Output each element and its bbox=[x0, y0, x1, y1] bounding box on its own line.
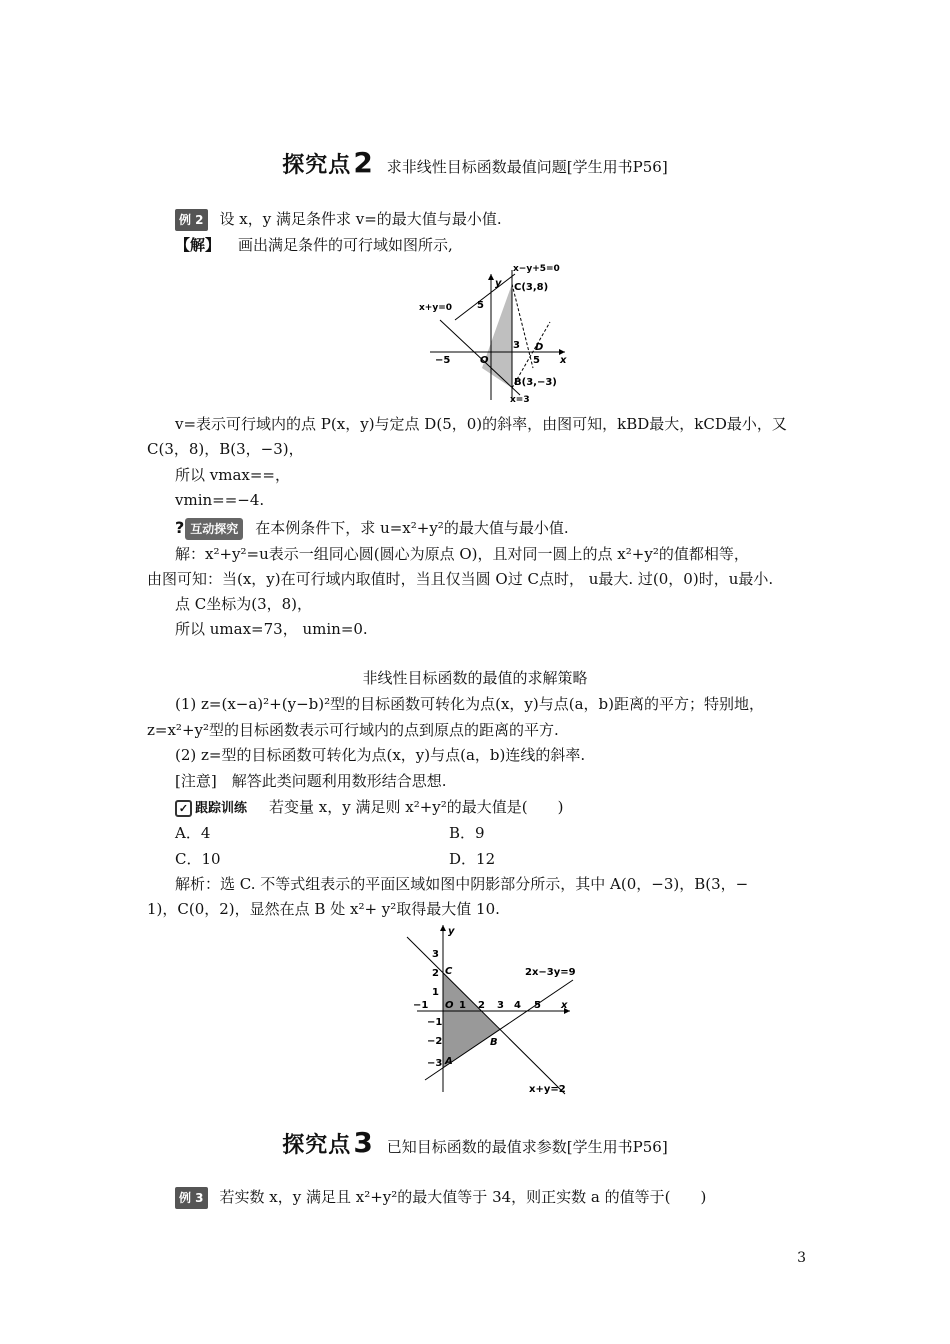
checkmark-icon: ✓ bbox=[175, 800, 192, 817]
example-3-question-text: 若实数 x，y 满足且 x²+y²的最大值等于 34，则正实数 a 的值等于( ) bbox=[219, 1188, 707, 1206]
x-tick: 3 bbox=[497, 1000, 504, 1011]
line-label-2: x+y=0 bbox=[419, 303, 453, 313]
solution-label: 【解】 bbox=[175, 236, 221, 254]
tick-x3: 3 bbox=[513, 340, 520, 351]
line-label-x-plus-y: x+y=2 bbox=[529, 1084, 566, 1095]
y-axis-label: y bbox=[495, 278, 502, 289]
point-b-label: B(3,−3) bbox=[514, 377, 557, 388]
tick-x5: 5 bbox=[533, 355, 540, 366]
line-x-plus-y-2 bbox=[407, 937, 565, 1094]
practice-tag: 跟踪训练 bbox=[195, 799, 247, 819]
y-tick: 3 bbox=[432, 949, 439, 960]
section-title-label: 探究点 bbox=[282, 1133, 352, 1158]
practice-question-text: 若变量 x，y 满足则 x²+y²的最大值是( ) bbox=[269, 798, 564, 816]
x-tick: 1 bbox=[459, 1000, 466, 1011]
option-d: D．12 bbox=[449, 850, 496, 868]
interactive-line-2: 由图可知：当(x，y)在可行域内取值时，当且仅当圆 O过 C点时， u最大. 过(0，0)时，u最小. bbox=[147, 570, 774, 588]
y-axis-arrow bbox=[488, 274, 494, 280]
interactive-question bbox=[175, 518, 569, 540]
section-title-number: 3 bbox=[353, 1126, 373, 1159]
example-question-text: 设 x，y 满足条件求 v=的最大值与最小值. bbox=[219, 210, 502, 228]
line-label-2x-3y: 2x−3y=9 bbox=[525, 967, 576, 978]
x-axis-label: x bbox=[560, 355, 567, 366]
y-tick: 2 bbox=[432, 968, 439, 979]
y-tick: 1 bbox=[432, 987, 439, 998]
interactive-line-1: 解：x²+y²=u表示一组同心圆(圆心为原点 O)，且对同一圆上的点 x²+y²的值都相等， bbox=[175, 545, 749, 563]
explanation-line-3: 所以 vmax==， bbox=[175, 466, 291, 484]
solution-text: 画出满足条件的可行域如图所示, bbox=[238, 236, 453, 254]
y-axis-label: y bbox=[448, 926, 455, 937]
strategy-p1: (1) z=(x−a)²+(y−b)²型的目标函数可转化为点(x，y)与点(a，b)距离的平方；特别地， bbox=[175, 695, 764, 713]
practice-question bbox=[175, 797, 564, 819]
answer-line-2: 1)，C(0，2)，显然在点 B 处 x²+ y²取得最大值 10. bbox=[147, 900, 500, 918]
point-b-label: B bbox=[490, 1037, 498, 1048]
point-c-label: C bbox=[445, 966, 453, 977]
feasible-region-graph-1 bbox=[415, 260, 575, 405]
x-tick: −1 bbox=[413, 1000, 429, 1011]
interactive-question-text: 在本例条件下，求 u=x²+y²的最大值与最小值. bbox=[255, 519, 569, 537]
section-title-text: 求非线性目标函数最值问题[学生用书P56] bbox=[386, 158, 668, 176]
section-title bbox=[0, 146, 950, 179]
point-d-label: D bbox=[535, 342, 544, 353]
interactive-line-3: 点 C坐标为(3，8)， bbox=[175, 595, 313, 613]
point-c-label: C(3,8) bbox=[514, 282, 549, 293]
y-axis-arrow bbox=[440, 925, 446, 931]
x-tick: 4 bbox=[514, 1000, 521, 1011]
feasible-region bbox=[482, 284, 512, 388]
example-question bbox=[175, 209, 502, 231]
example-tag: 例 2 bbox=[175, 209, 208, 231]
section-title-label: 探究点 bbox=[282, 153, 352, 178]
dashed-line-cd bbox=[512, 284, 533, 368]
option-b: B．9 bbox=[449, 824, 485, 842]
x-axis-label: x bbox=[561, 1000, 568, 1011]
point-a-label: A bbox=[445, 1056, 453, 1067]
option-c: C．10 bbox=[175, 850, 221, 868]
section-title-text: 已知目标函数的最值求参数[学生用书P56] bbox=[386, 1138, 668, 1156]
example-3-question bbox=[175, 1187, 706, 1209]
origin-label: O bbox=[480, 355, 489, 366]
option-a: A．4 bbox=[175, 824, 211, 842]
y-tick: −3 bbox=[427, 1058, 443, 1069]
line-label-1: x−y+5=0 bbox=[513, 264, 560, 274]
section-title-3 bbox=[0, 1126, 950, 1159]
origin-label: O bbox=[445, 1000, 454, 1011]
tick-neg5: −5 bbox=[435, 355, 451, 366]
strategy-title: 非线性目标函数的最值的求解策略 bbox=[362, 669, 588, 687]
strategy-p1b: z=x²+y²型的目标函数表示可行域内的点到原点的距离的平方. bbox=[147, 721, 559, 739]
x-tick: 2 bbox=[478, 1000, 485, 1011]
question-mark-icon: ? bbox=[175, 518, 185, 537]
y-tick: −1 bbox=[427, 1017, 443, 1028]
line-label-3: x=3 bbox=[510, 395, 530, 405]
section-title-number: 2 bbox=[353, 146, 373, 179]
strategy-p2: (2) z=型的目标函数可转化为点(x，y)与点(a，b)连线的斜率. bbox=[175, 746, 586, 764]
answer-line-1: 解析：选 C. 不等式组表示的平面区域如图中阴影部分所示，其中 A(0，−3)，B(3，− bbox=[175, 875, 749, 893]
feasible-region-graph-2 bbox=[405, 922, 585, 1097]
explanation-line-2: C(3，8)，B(3，−3)， bbox=[147, 440, 304, 458]
tick-y5: 5 bbox=[477, 300, 484, 311]
x-tick: 5 bbox=[534, 1000, 541, 1011]
y-tick: −2 bbox=[427, 1036, 443, 1047]
strategy-note: [注意] 解答此类问题利用数形结合思想. bbox=[175, 772, 447, 790]
explanation-line-1: v=表示可行域内的点 P(x，y)与定点 D(5，0)的斜率，由图可知，kBD最大，kCD最小，又 bbox=[175, 415, 787, 433]
page-number: 3 bbox=[797, 1250, 806, 1266]
example-3-tag: 例 3 bbox=[175, 1187, 208, 1209]
interactive-tag: 互动探究 bbox=[185, 518, 243, 540]
explanation-line-4: vmin==−4. bbox=[175, 491, 265, 509]
interactive-line-4: 所以 umax=73， umin=0. bbox=[175, 620, 368, 638]
solution-line bbox=[175, 235, 453, 255]
